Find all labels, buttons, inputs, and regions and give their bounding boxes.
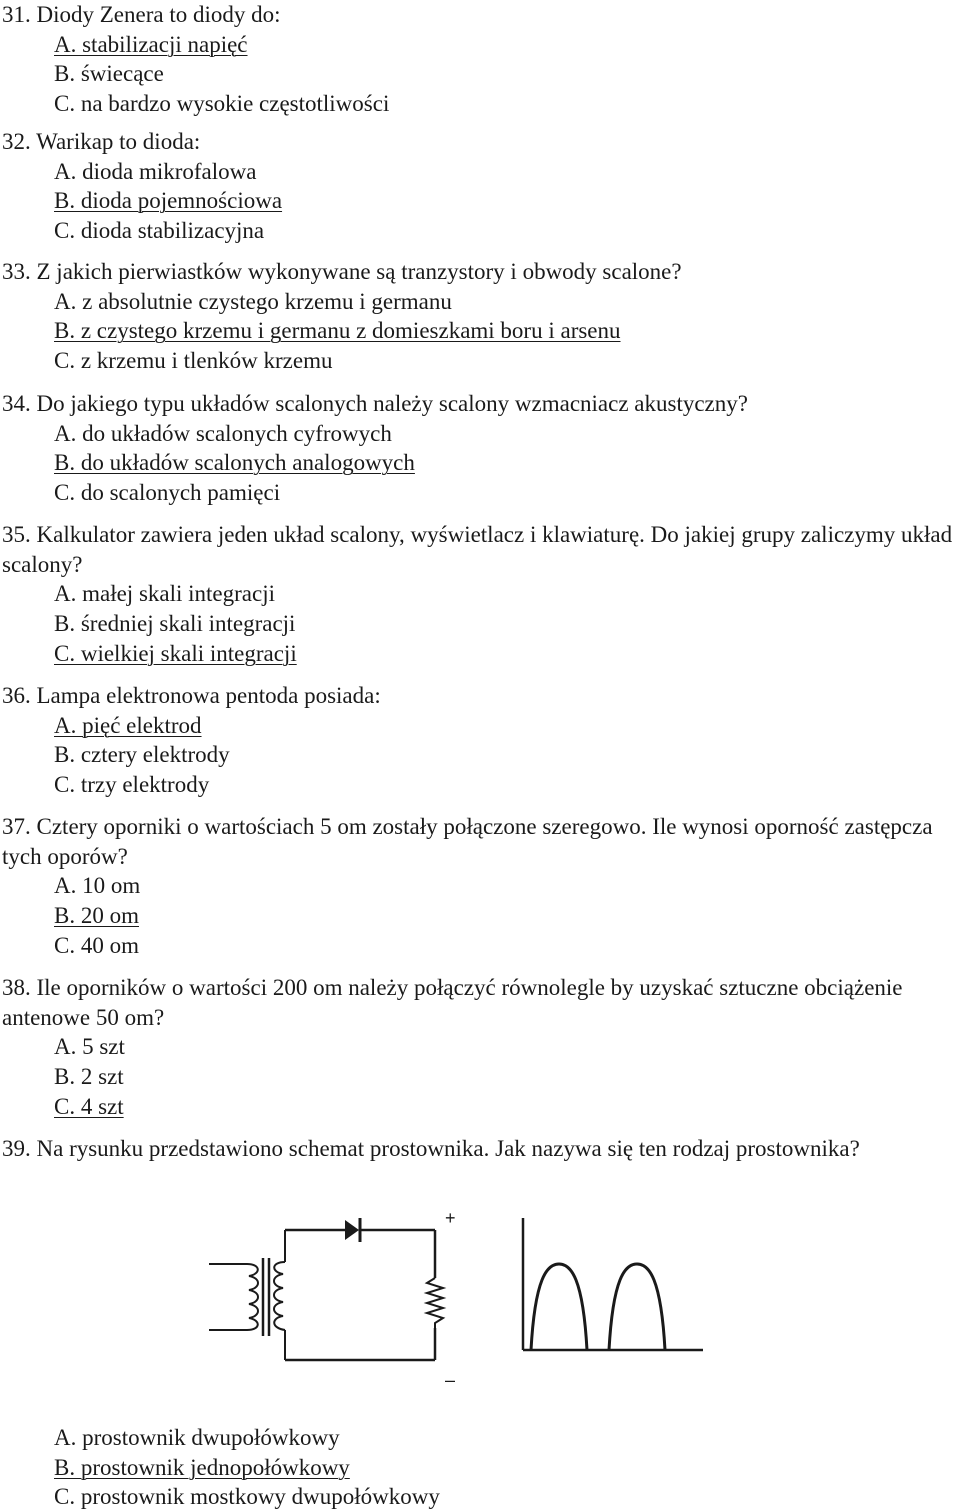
question-text: 31. Diody Zenera to diody do:: [2, 2, 281, 27]
rectifier-schematic-figure: [195, 1178, 715, 1408]
question-text: 35. Kalkulator zawiera jeden układ scalony, wyświetlacz i klawiaturę. Do jakiej grupy zaliczymy układ scalony?: [2, 522, 953, 577]
answer-option: C. prostownik mostkowy dwupołówkowy: [54, 1484, 440, 1510]
question-35: [0, 520, 960, 669]
question-text: 32. Warikap to dioda:: [2, 129, 201, 154]
answer-option: A. małej skali integracji: [54, 581, 275, 607]
answer-option: A. dioda mikrofalowa: [54, 158, 257, 184]
question-text: 33. Z jakich pierwiastków wykonywane są tranzystory i obwody scalone?: [2, 259, 682, 284]
load-resistor: [427, 1278, 443, 1328]
answer-option: A. 10 om: [54, 873, 141, 899]
plus-terminal-label: +: [445, 1208, 456, 1228]
question-text: 37. Cztery oporniki o wartościach 5 om zostały połączone szeregowo. Ile wynosi oporność zastępcza tych oporów?: [2, 814, 933, 869]
answer-option: A. prostownik dwupołówkowy: [54, 1425, 340, 1450]
answer-option: B. dioda pojemnościowa: [54, 188, 283, 214]
question-39-options: [0, 1423, 960, 1512]
answer-option: C. do scalonych pamięci: [54, 480, 281, 506]
answer-option: C. na bardzo wysokie częstotliwości: [54, 91, 390, 117]
question-text: 36. Lampa elektronowa pentoda posiada:: [2, 683, 381, 708]
output-waveform-axes: [523, 1218, 703, 1350]
answer-option: C. wielkiej skali integracji: [54, 640, 297, 666]
answer-option: B. cztery elektrody: [54, 742, 230, 768]
question-39: [0, 1134, 960, 1164]
output-waveform-pulses: [531, 1264, 665, 1350]
answer-option: A. do układów scalonych cyfrowych: [54, 420, 392, 446]
question-text: 39. Na rysunku przedstawiono schemat prostownika. Jak nazywa się ten rodzaj prostownika?: [2, 1136, 860, 1161]
answer-option: B. 20 om: [54, 903, 139, 929]
circuit-wires: [285, 1230, 435, 1360]
question-36: [0, 681, 960, 800]
answer-option: C. 4 szt: [54, 1093, 124, 1119]
transformer-primary-winding: [209, 1264, 258, 1330]
question-text: 38. Ile oporników o wartości 200 om należy połączyć równolegle by uzyskać sztuczne obciążenie antenowe 50 om?: [2, 975, 903, 1030]
diode-symbol: [345, 1218, 360, 1242]
answer-option: C. 40 om: [54, 932, 139, 958]
answer-option: A. 5 szt: [54, 1034, 125, 1060]
answer-option: A. pięć elektrod: [54, 712, 202, 738]
question-31: [0, 0, 960, 119]
answer-option: B. średniej skali integracji: [54, 611, 296, 637]
answer-option: B. z czystego krzemu i germanu z domieszkami boru i arsenu: [54, 318, 621, 344]
answer-option: B. 2 szt: [54, 1064, 124, 1090]
transformer-core: [263, 1258, 269, 1336]
answer-option: C. trzy elektrody: [54, 772, 210, 798]
question-text: 34. Do jakiego typu układów scalonych należy scalony wzmacniacz akustyczny?: [2, 391, 748, 416]
answer-option: B. świecące: [54, 61, 164, 87]
question-32: [0, 127, 960, 246]
answer-option: B. do układów scalonych analogowych: [54, 450, 415, 476]
transformer-secondary-winding: [274, 1230, 285, 1360]
question-34: [0, 389, 960, 508]
question-33: [0, 257, 960, 376]
question-37: [0, 812, 960, 961]
answer-option: C. dioda stabilizacyjna: [54, 218, 265, 244]
answer-option: A. stabilizacji napięć: [54, 31, 248, 57]
answer-option: A. z absolutnie czystego krzemu i germanu: [54, 288, 452, 314]
minus-terminal-label: –: [445, 1370, 456, 1390]
answer-option: B. prostownik jednopołówkowy: [54, 1454, 350, 1480]
answer-option: C. z krzemu i tlenków krzemu: [54, 348, 333, 374]
question-38: [0, 973, 960, 1122]
